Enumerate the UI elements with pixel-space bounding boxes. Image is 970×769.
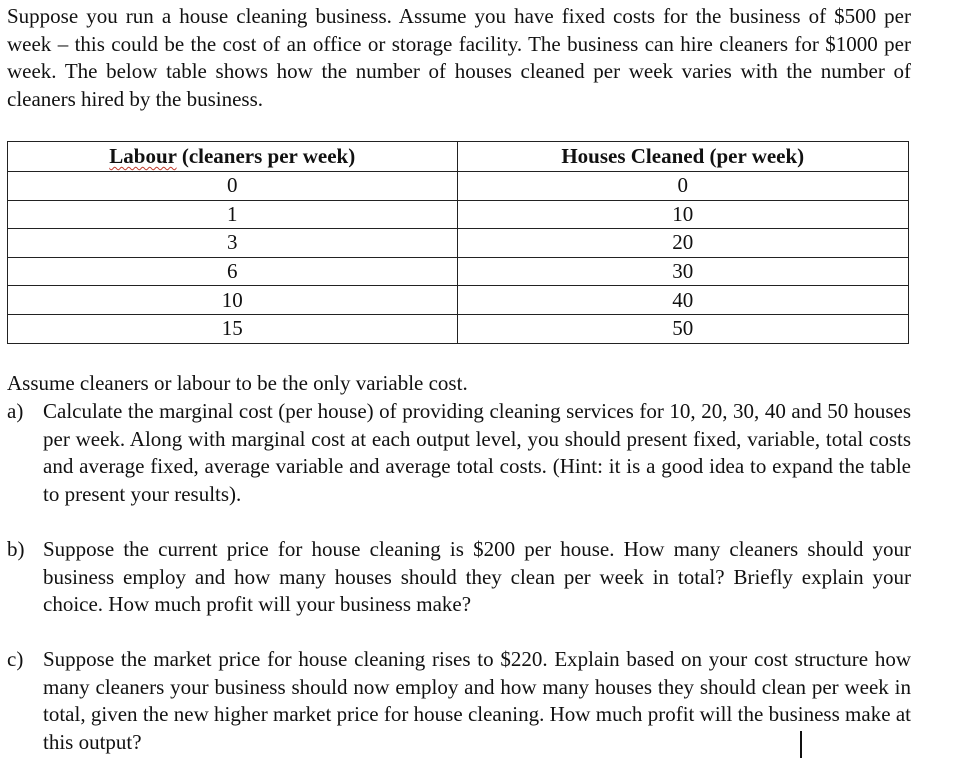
table-row	[8, 257, 909, 286]
labour-cell: 3	[8, 229, 458, 258]
table-row	[8, 229, 909, 258]
labour-output-table	[7, 141, 909, 344]
intro-paragraph: Suppose you run a house cleaning business. Assume you have fixed costs for the business of $500 per week – this could be the cost of an office or storage facility. The business can hire cleaners for $1000 per week. The below table shows how the number of houses cleaned per week varies with the number of cleaners hired by the business.	[7, 4, 911, 112]
text-cursor	[800, 731, 802, 758]
houses-cell: 0	[457, 172, 909, 201]
houses-cell: 50	[457, 314, 909, 343]
question-b-text: Suppose the current price for house cleaning is $200 per house. How many cleaners should your business employ and how many houses should they clean per week in total? Briefly explain your choice. How much profit will your business make?	[43, 537, 911, 617]
question-b-label: b)	[7, 537, 25, 561]
question-b	[7, 536, 911, 619]
table-row	[8, 200, 909, 229]
header-labour-rest: (cleaners per week)	[176, 144, 356, 168]
spellcheck-underline-word: Labour	[109, 144, 177, 168]
assumption-text: Assume cleaners or labour to be the only variable cost.	[7, 371, 468, 395]
labour-cell: 15	[8, 314, 458, 343]
table-row	[8, 286, 909, 315]
labour-cell: 10	[8, 286, 458, 315]
question-c-label: c)	[7, 647, 24, 671]
question-a-text: Calculate the marginal cost (per house) of providing cleaning services for 10, 20, 30, 40 and 50 houses per week. Along with marginal cost at each output level, you should present fixed, variable, total costs and average fixed, average variable and average total costs. (Hint: it is a good idea to expand the table to present your results).	[43, 399, 911, 506]
labour-cell: 6	[8, 257, 458, 286]
table-row	[8, 172, 909, 201]
houses-cell: 40	[457, 286, 909, 315]
question-a	[7, 398, 911, 508]
table-row	[8, 314, 909, 343]
table-header-row	[8, 142, 909, 172]
labour-cell: 1	[8, 200, 458, 229]
question-c-text: Suppose the market price for house cleaning rises to $220. Explain based on your cost structure how many cleaners your business should now employ and how many houses they should clean per week in total, given the new higher market price for house cleaning. How much profit will the business make at this output?	[43, 647, 911, 754]
question-a-label: a)	[7, 399, 24, 423]
question-c	[7, 646, 911, 756]
houses-cell: 30	[457, 257, 909, 286]
header-houses-cleaned: Houses Cleaned (per week)	[457, 142, 909, 172]
houses-cell: 20	[457, 229, 909, 258]
header-labour	[8, 142, 458, 172]
labour-cell: 0	[8, 172, 458, 201]
houses-cell: 10	[457, 200, 909, 229]
